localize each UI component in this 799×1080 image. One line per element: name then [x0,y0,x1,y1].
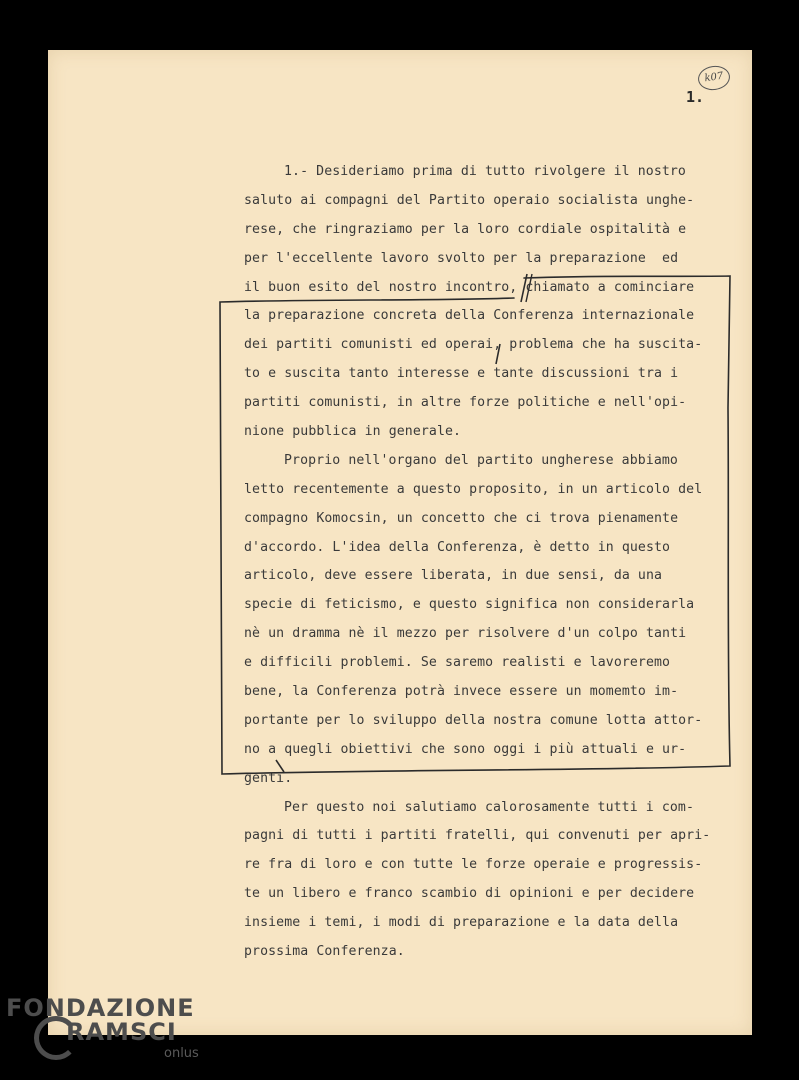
text-line: insieme i temi, i modi di preparazione e la data della [244,915,679,931]
text-line: Per questo noi salutiamo calorosamente tutti i com- [284,799,695,815]
text-line: rese, che ringraziamo per la loro cordiale ospitalità e [244,221,687,237]
text-line: re fra di loro e con tutte le forze operaie e progressis- [244,857,703,873]
watermark-suffix: onlus [164,1046,199,1061]
text-line: letto recentemente a questo proposito, in un articolo del [244,481,703,497]
text-line: d'accordo. L'idea della Conferenza, è detto in questo [244,539,671,555]
text-line: partiti comunisti, in altre forze politiche e nell'opi- [244,395,687,411]
text-line: to e suscita tanto interesse e tante discussioni tra i [244,366,679,382]
text-line: articolo, deve essere liberata, in due sensi, da una [244,568,663,584]
text-line: te un libero e franco scambio di opinioni e per decidere [244,886,695,902]
text-line: bene, la Conferenza potrà invece essere un momemto im- [244,684,679,700]
archive-mark: k07 [696,64,731,92]
text-line: no a quegli obiettivi che sono oggi i più attuali e ur- [244,741,687,757]
text-line: compagno Komocsin, un concetto che ci trova pienamente [244,510,679,526]
watermark-line2: RAMSCI [66,1018,177,1046]
text-line: genti. [244,770,293,786]
text-line: e difficili problemi. Se saremo realisti e lavoreremo [244,655,671,671]
text-line: la preparazione concreta della Conferenza internazionale [244,308,695,324]
text-line: pagni di tutti i partiti fratelli, qui convenuti per apri- [244,828,711,844]
document-body [244,158,724,967]
text-line: prossima Conferenza. [244,944,405,960]
text-line: nione pubblica in generale. [244,424,462,440]
text-line: saluto ai compagni del Partito operaio socialista unghe- [244,192,695,208]
text-line: per l'eccellente lavoro svolto per la preparazione ed [244,250,679,266]
fondazione-gramsci-watermark [6,994,206,1074]
text-line: 1.- Desideriamo prima di tutto rivolgere il nostro [284,164,686,179]
text-line: specie di feticismo, e questo significa non considerarla [244,597,695,613]
page-number: 1. [686,88,705,106]
watermark-line1: FONDAZIONE [6,994,195,1022]
text-line: nè un dramma nè il mezzo per risolvere d'un colpo tanti [244,626,687,642]
text-line: Proprio nell'organo del partito ungherese abbiamo [284,452,678,468]
text-line: il buon esito del nostro incontro, chiamato a cominciare [244,279,695,295]
text-line: dei partiti comunisti ed operai, problema che ha suscita- [244,337,703,353]
text-line: portante per lo sviluppo della nostra comune lotta attor- [244,712,703,728]
